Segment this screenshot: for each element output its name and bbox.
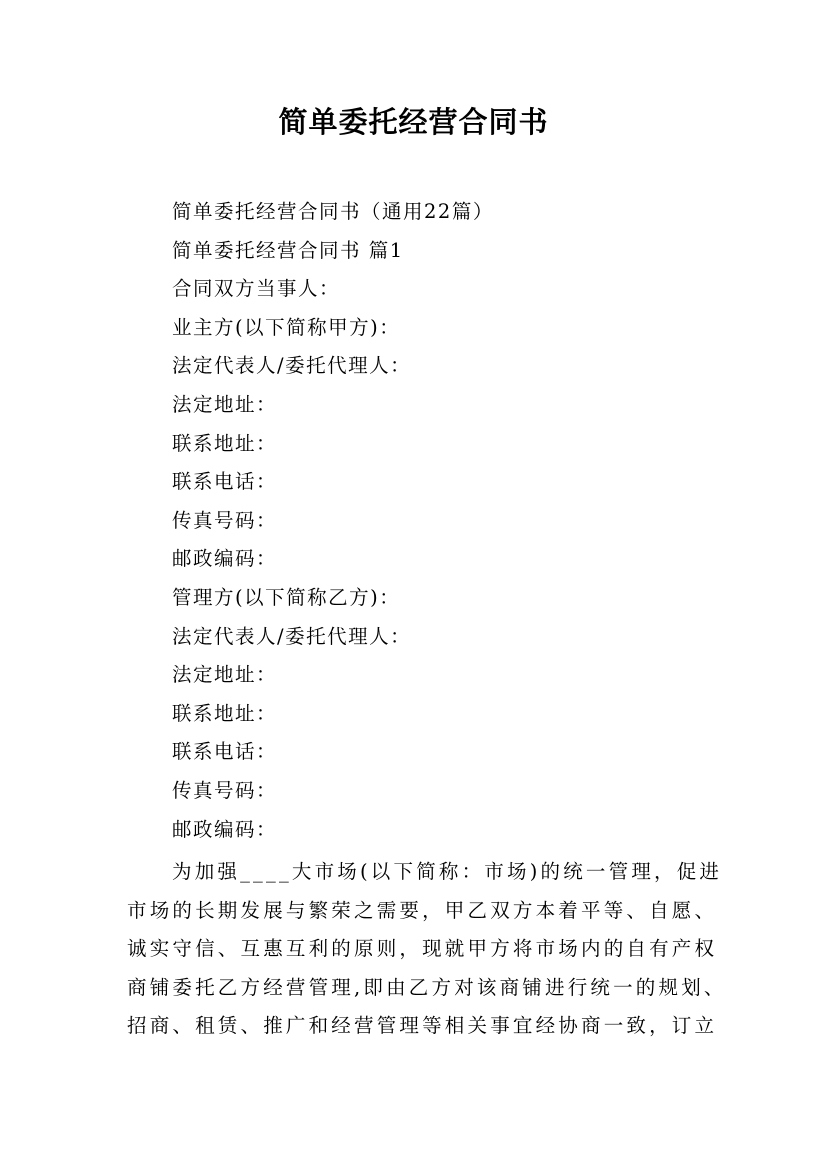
- doc-line-party-b-fax: 传真号码：: [172, 778, 278, 802]
- doc-line-party-a-fax: 传真号码：: [172, 508, 278, 532]
- doc-line-party-b-contact-address: 联系地址：: [172, 701, 278, 725]
- doc-line-party-a-phone: 联系电话：: [172, 470, 278, 494]
- doc-line-party-a: 业主方(以下简称甲方)：: [172, 315, 401, 339]
- body-paragraph: [127, 853, 727, 1046]
- party-info-lines: [172, 193, 732, 849]
- doc-line-party-b-phone: 联系电话：: [172, 740, 278, 764]
- paragraph-line: 招商、租赁、推广和经营管理等相关事宜经协商一致，订立: [127, 1014, 718, 1038]
- doc-line-party-a-representative: 法定代表人/委托代理人：: [172, 354, 412, 378]
- doc-line-party-a-postcode: 邮政编码：: [172, 547, 278, 571]
- paragraph-line: 为加强____大市场(以下简称：市场)的统一管理，促进: [172, 860, 723, 883]
- doc-line-party-b: 管理方(以下简称乙方)：: [172, 585, 401, 609]
- doc-line-party-b-legal-address: 法定地址：: [172, 663, 278, 687]
- paragraph-line: 市场的长期发展与繁荣之需要，甲乙双方本着平等、自愿、: [127, 898, 718, 922]
- doc-line-subtitle: 简单委托经营合同书（通用22篇）: [172, 200, 494, 223]
- doc-line-party-a-legal-address: 法定地址：: [172, 392, 278, 416]
- doc-line-party-b-postcode: 邮政编码：: [172, 817, 278, 841]
- doc-line-section-heading: 简单委托经营合同书 篇1: [172, 238, 404, 262]
- paragraph-line: 诚实守信、互惠互利的原则，现就甲方将市场内的自有产权: [127, 937, 718, 961]
- document-title: 简单委托经营合同书: [278, 105, 549, 139]
- doc-line-party-b-representative: 法定代表人/委托代理人：: [172, 624, 412, 648]
- paragraph-line: 商铺委托乙方经营管理,即由乙方对该商铺进行统一的规划、: [127, 975, 727, 999]
- doc-line-parties: 合同双方当事人：: [172, 277, 341, 301]
- doc-line-party-a-contact-address: 联系地址：: [172, 431, 278, 455]
